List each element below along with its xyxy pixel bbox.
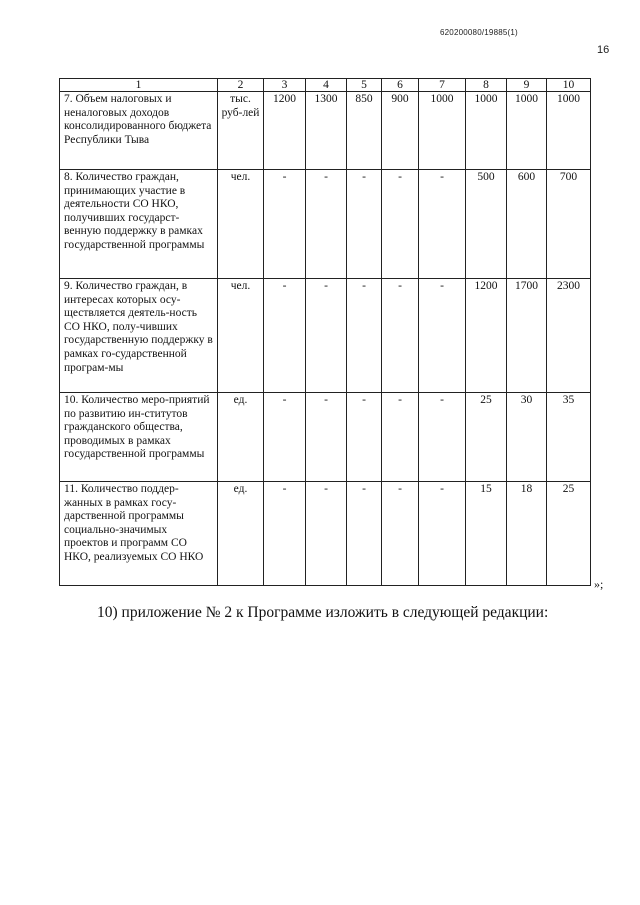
value-cell: 600 <box>507 170 547 279</box>
column-number: 9 <box>507 79 547 92</box>
value-cell: - <box>419 279 466 393</box>
unit-cell: ед. <box>218 393 264 482</box>
value-cell: - <box>419 170 466 279</box>
value-cell: - <box>264 170 306 279</box>
value-cell: - <box>382 279 419 393</box>
value-cell: - <box>419 393 466 482</box>
table-row <box>60 279 591 393</box>
value-cell: 18 <box>507 482 547 586</box>
value-cell: 1700 <box>507 279 547 393</box>
value-cell: - <box>306 279 347 393</box>
value-cell: 25 <box>466 393 507 482</box>
unit-cell: чел. <box>218 170 264 279</box>
value-cell: - <box>347 393 382 482</box>
indicator-name: 10. Количество меро-приятий по развитию ин-ститутов гражданского общества, проводимых в рамках государственной программы <box>60 393 218 482</box>
table-row <box>60 92 591 170</box>
value-cell: - <box>306 482 347 586</box>
value-cell: 30 <box>507 393 547 482</box>
column-number: 3 <box>264 79 306 92</box>
value-cell: 1300 <box>306 92 347 170</box>
column-number: 8 <box>466 79 507 92</box>
value-cell: 700 <box>547 170 591 279</box>
column-number: 4 <box>306 79 347 92</box>
indicator-name: 11. Количество поддер-жанных в рамках госу-дарственной программы социально-значимых проектов и программ СО НКО, реализуемых СО НКО <box>60 482 218 586</box>
unit-cell: тыс. руб-лей <box>218 92 264 170</box>
value-cell: 850 <box>347 92 382 170</box>
value-cell: 15 <box>466 482 507 586</box>
value-cell: 1000 <box>507 92 547 170</box>
instruction-text: 10) приложение № 2 к Программе изложить в следующей редакции: <box>97 604 549 621</box>
table-row <box>60 482 591 586</box>
value-cell: 500 <box>466 170 507 279</box>
column-number: 6 <box>382 79 419 92</box>
value-cell: - <box>347 279 382 393</box>
value-cell: - <box>382 393 419 482</box>
table-row <box>60 393 591 482</box>
value-cell: 1200 <box>466 279 507 393</box>
value-cell: - <box>306 393 347 482</box>
value-cell: - <box>264 482 306 586</box>
value-cell: - <box>382 482 419 586</box>
column-number: 2 <box>218 79 264 92</box>
value-cell: 900 <box>382 92 419 170</box>
value-cell: - <box>382 170 419 279</box>
closing-quote: »; <box>594 577 604 591</box>
indicator-name: 8. Количество граждан, принимающих участие в деятельности СО НКО, получивших государст-венную поддержку в рамках государственной программы <box>60 170 218 279</box>
value-cell: - <box>264 393 306 482</box>
unit-cell: ед. <box>218 482 264 586</box>
value-cell: 1200 <box>264 92 306 170</box>
column-number: 10 <box>547 79 591 92</box>
column-number-row <box>60 79 591 92</box>
value-cell: 2300 <box>547 279 591 393</box>
indicator-name: 9. Количество граждан, в интересах которых осу-ществляется деятель-ность СО НКО, полу-чивших государственную поддержку в рамках го-сударственной програм-мы <box>60 279 218 393</box>
value-cell: - <box>419 482 466 586</box>
column-number: 1 <box>60 79 218 92</box>
indicator-name: 7. Объем налоговых и неналоговых доходов консолидированного бюджета Республики Тыва <box>60 92 218 170</box>
indicators-table <box>59 78 591 586</box>
value-cell: - <box>264 279 306 393</box>
value-cell: - <box>347 482 382 586</box>
value-cell: 35 <box>547 393 591 482</box>
table-row <box>60 170 591 279</box>
page-number: 16 <box>597 44 610 56</box>
value-cell: - <box>306 170 347 279</box>
value-cell: 1000 <box>547 92 591 170</box>
value-cell: 1000 <box>419 92 466 170</box>
document-id: 620200080/19885(1) <box>440 28 518 37</box>
unit-cell: чел. <box>218 279 264 393</box>
value-cell: - <box>347 170 382 279</box>
column-number: 7 <box>419 79 466 92</box>
value-cell: 1000 <box>466 92 507 170</box>
column-number: 5 <box>347 79 382 92</box>
value-cell: 25 <box>547 482 591 586</box>
